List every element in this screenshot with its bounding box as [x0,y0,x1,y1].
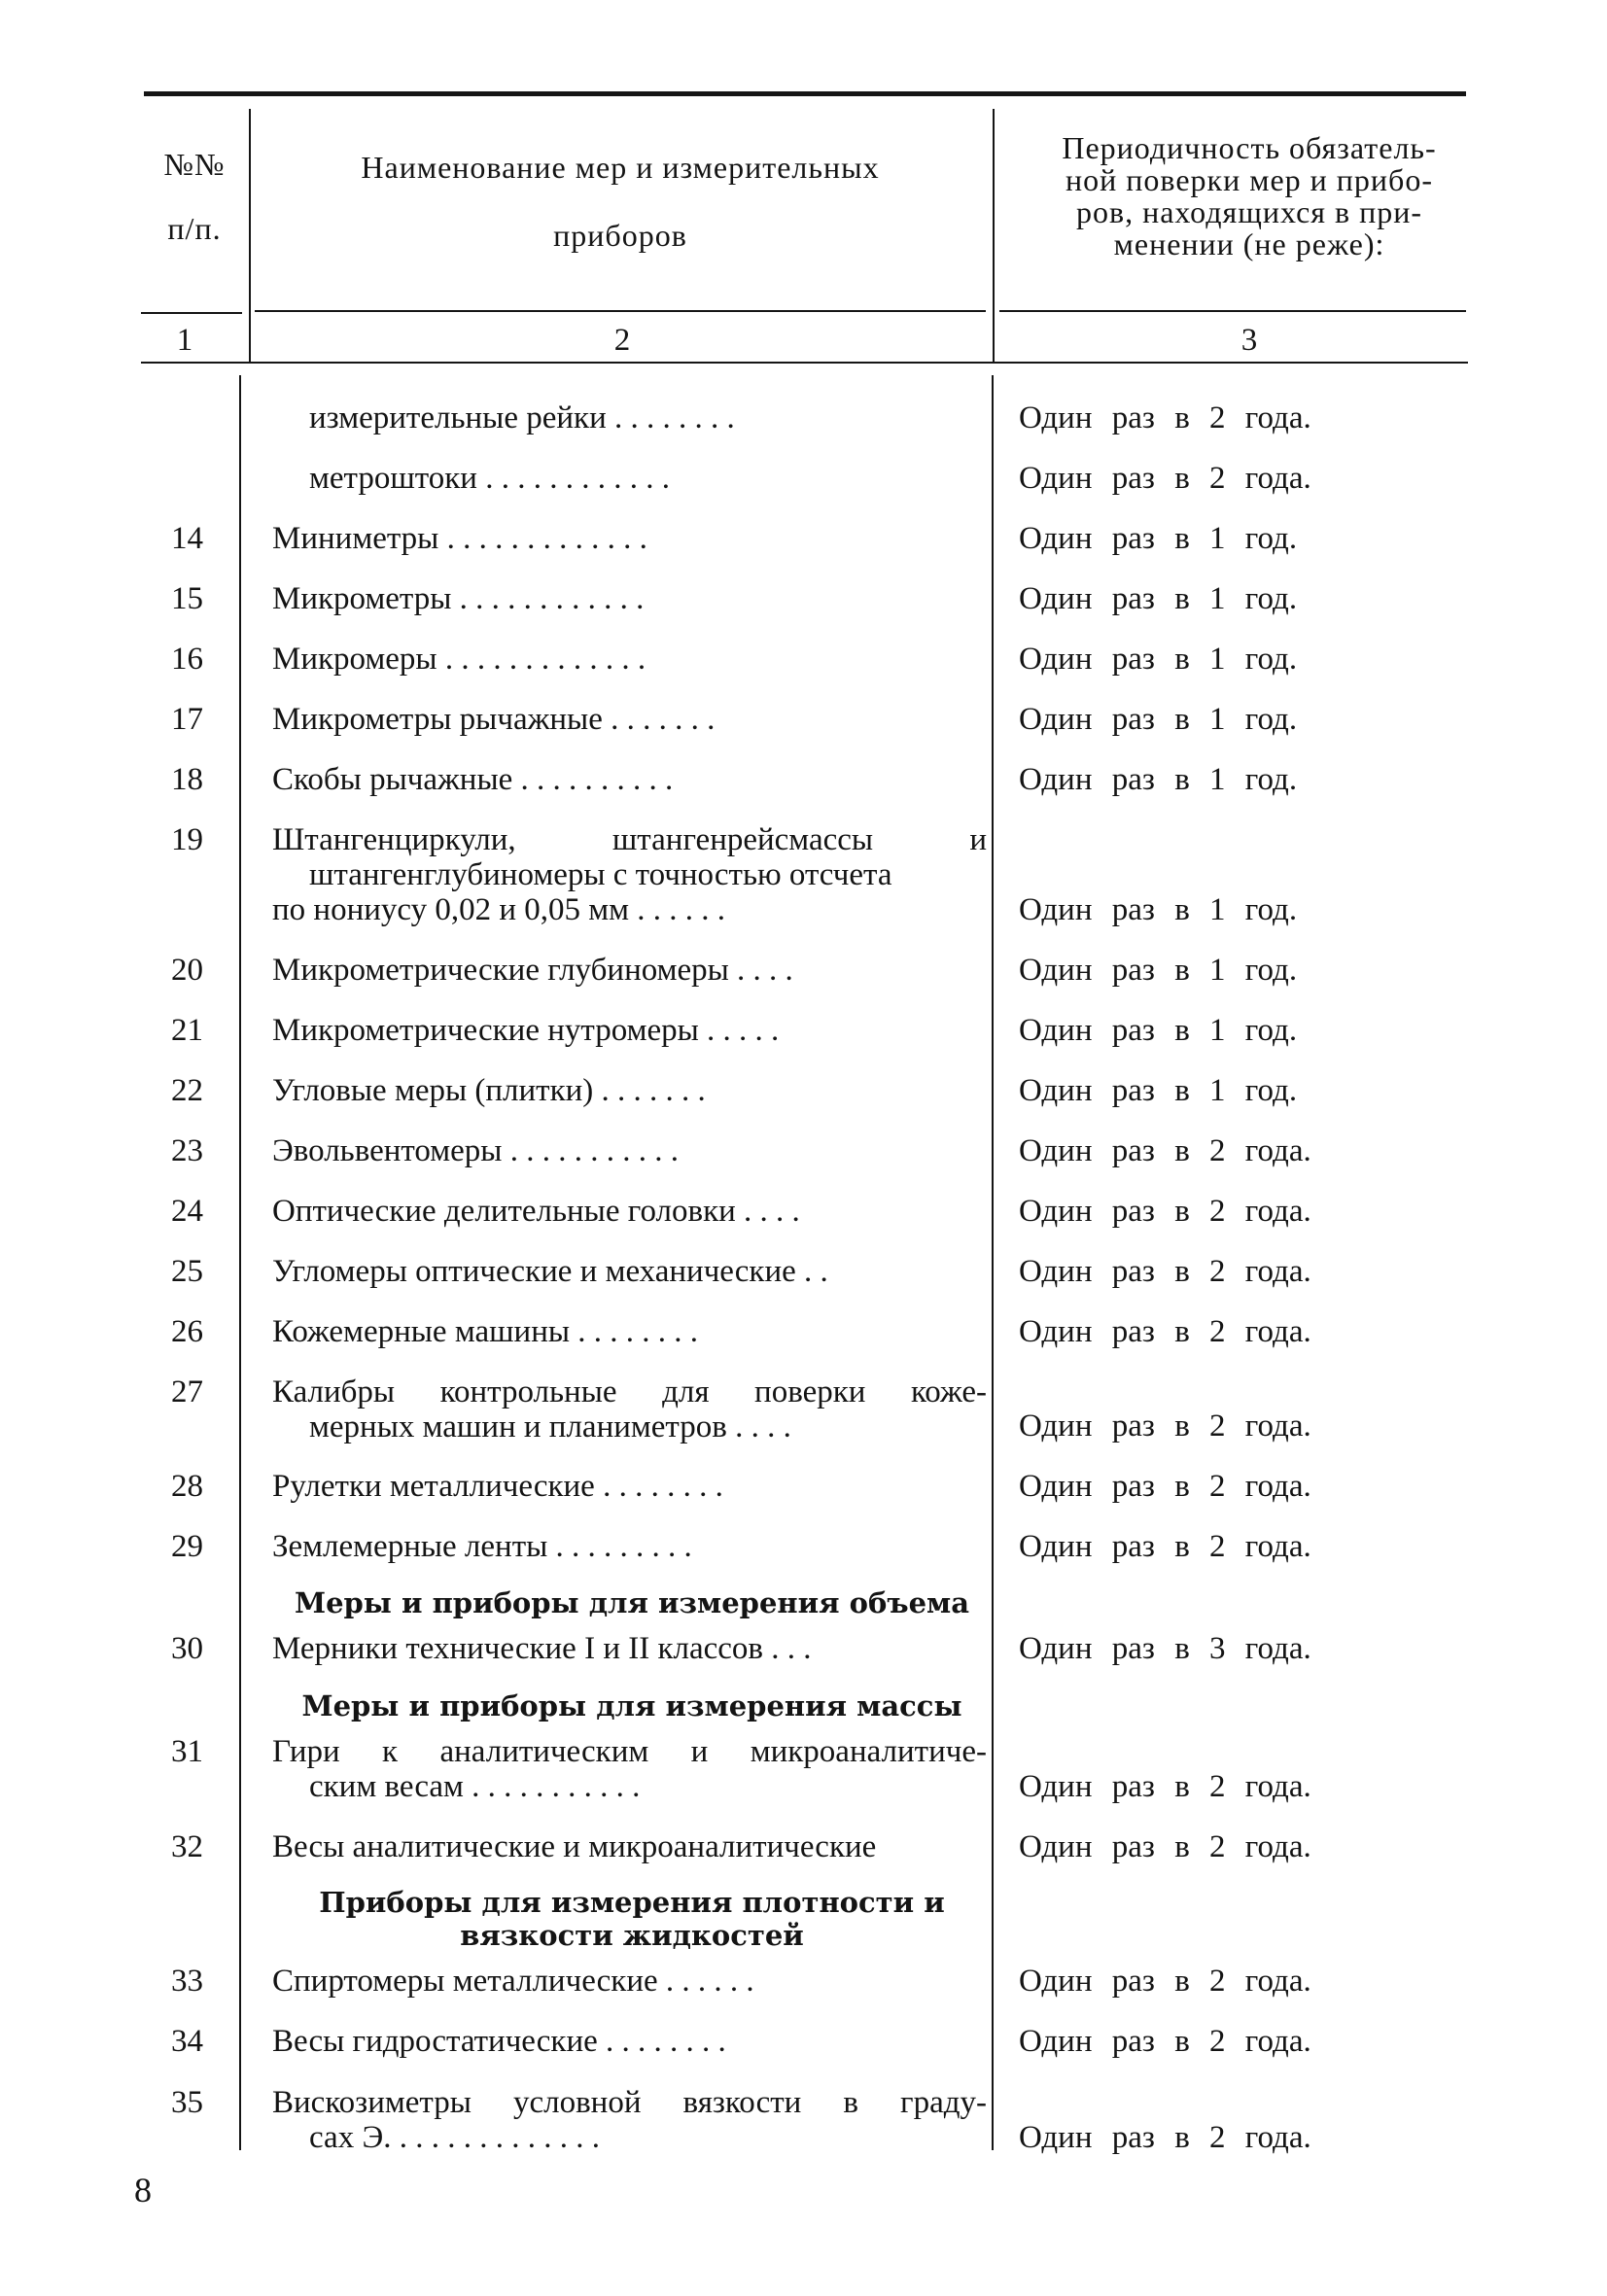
item-period: Один раз в 2 года. [1019,1769,1311,1804]
item-name: Калибры контрольные для поверки коже- мерных машин и планиметров . . . . [272,1374,987,1444]
vline-right-body [992,375,994,2150]
item-number: 31 [171,1734,203,1769]
item-name: метроштоки . . . . . . . . . . . . [309,461,670,496]
item-period: Один раз в 2 года. [1019,1409,1311,1444]
header-rule-col1 [141,312,242,314]
item-number: 30 [171,1631,203,1666]
item-period: Один раз в 1 год. [1019,1073,1298,1108]
item-name: измерительные рейки . . . . . . . . [309,400,735,435]
item-period: Один раз в 1 год. [1019,953,1298,988]
header-col3-line3: ров, находящихся в при- [1075,194,1423,229]
item-period: Один раз в 2 года. [1019,1254,1311,1289]
item-period: Один раз в 2 года. [1019,400,1311,435]
section-heading-density [277,1886,987,1952]
item-name: Микрометры . . . . . . . . . . . . [272,581,645,616]
column-number-3: 3 [1240,323,1258,358]
item-number: 18 [171,762,203,797]
item-name: Рулетки металлические . . . . . . . . [272,1469,723,1504]
item-number: 24 [171,1194,203,1229]
item-period: Один раз в 2 года. [1019,1469,1311,1504]
item-number: 34 [171,2024,203,2059]
item-number: 23 [171,1133,203,1168]
item-period: Один раз в 1 год. [1019,702,1298,737]
item-name: Кожемерные машины . . . . . . . . [272,1314,699,1349]
item-period: Один раз в 3 года. [1019,1631,1311,1666]
item-number: 32 [171,1829,203,1864]
item-number: 28 [171,1469,203,1504]
item-name: Угловые меры (плитки) . . . . . . . [272,1073,706,1108]
item-name: Микромеры . . . . . . . . . . . . . [272,642,646,677]
item-period: Один раз в 1 год. [1019,1013,1298,1048]
item-name: Оптические делительные головки . . . . [272,1194,800,1229]
item-number: 19 [171,822,203,857]
item-name: Гири к аналитическим и микроаналитиче- ским весам . . . . . . . . . . . [272,1734,987,1804]
item-name: Скобы рычажные . . . . . . . . . . [272,762,674,797]
item-name: Штангенциркули, штангенрейсмассы и штангенглубиномеры с точностью отсчета по нониусу 0,02 и 0,05 мм . . . . . . [272,822,987,927]
item-name: Весы аналитические и микроаналитические [272,1829,877,1864]
item-period: Один раз в 1 год. [1019,892,1298,927]
item-number: 16 [171,642,203,677]
item-name: Микрометрические глубиномеры . . . . [272,953,793,988]
header-col1-line2: п/п. [167,211,222,246]
item-name: Спиртомеры металлические . . . . . . [272,1964,754,1999]
item-number: 15 [171,581,203,616]
item-number: 35 [171,2085,203,2120]
page-number: 8 [134,2171,152,2209]
item-name: Мерники технические I и II классов . . . [272,1631,812,1666]
column-number-2: 2 [613,323,631,358]
item-name: Весы гидростатические . . . . . . . . [272,2024,726,2059]
item-number: 22 [171,1073,203,1108]
item-number: 26 [171,1314,203,1349]
header-col3-line1: Периодичность обязатель- [1062,130,1437,165]
top-rule [144,91,1466,96]
item-period: Один раз в 2 года. [1019,1829,1311,1864]
item-number: 29 [171,1529,203,1564]
item-number: 21 [171,1013,203,1048]
item-period: Один раз в 2 года. [1019,1194,1311,1229]
item-period: Один раз в 1 год. [1019,762,1298,797]
header-col3-line4: менении (не реже): [1113,226,1385,261]
header-col2-line1: Наименование мер и измерительных [361,150,880,185]
vline-left-body [239,375,241,2150]
item-period: Один раз в 1 год. [1019,642,1298,677]
colnum-rule [141,362,1468,364]
item-number: 27 [171,1374,203,1409]
item-period: Один раз в 1 год. [1019,581,1298,616]
header-col2-line2: приборов [553,218,687,253]
item-number: 20 [171,953,203,988]
item-name: Вискозиметры условной вязкости в граду- сах Э. . . . . . . . . . . . . . [272,2085,987,2155]
item-name: Землемерные ленты . . . . . . . . . [272,1529,692,1564]
section-heading-density-line2: вязкости жидкостей [460,1919,804,1952]
item-name: Угломеры оптические и механические . . [272,1254,828,1289]
header-col3-line2: ной поверки мер и прибо- [1066,162,1433,197]
item-name: Микрометрические нутромеры . . . . . [272,1013,780,1048]
column-number-1: 1 [176,323,193,358]
item-name: Миниметры . . . . . . . . . . . . . [272,521,647,556]
header-rule-col2 [255,310,986,312]
header-col3 [1026,132,1473,261]
item-name: Микрометры рычажные . . . . . . . [272,702,716,737]
item-period: Один раз в 2 года. [1019,1314,1311,1349]
item-number: 25 [171,1254,203,1289]
item-period: Один раз в 1 год. [1019,521,1298,556]
header-col2 [255,151,986,252]
item-period: Один раз в 2 года. [1019,2120,1311,2155]
item-period: Один раз в 2 года. [1019,1964,1311,1999]
item-period: Один раз в 2 года. [1019,461,1311,496]
header-col1 [146,148,243,245]
header-rule-col3 [999,310,1466,312]
section-heading-mass: Меры и приборы для измерения массы [301,1689,962,1722]
item-number: 14 [171,521,203,556]
item-period: Один раз в 2 года. [1019,2024,1311,2059]
item-period: Один раз в 2 года. [1019,1529,1311,1564]
item-name: Эвольвентомеры . . . . . . . . . . . [272,1133,679,1168]
item-number: 17 [171,702,203,737]
section-heading-volume: Меры и приборы для измерения объема [294,1586,970,1619]
item-period: Один раз в 2 года. [1019,1133,1311,1168]
item-number: 33 [171,1964,203,1999]
section-heading-density-line1: Приборы для измерения плотности и [319,1886,945,1919]
vline-left-header [249,109,251,364]
header-col1-line1: №№ [163,147,226,182]
vline-right-header [993,109,995,364]
